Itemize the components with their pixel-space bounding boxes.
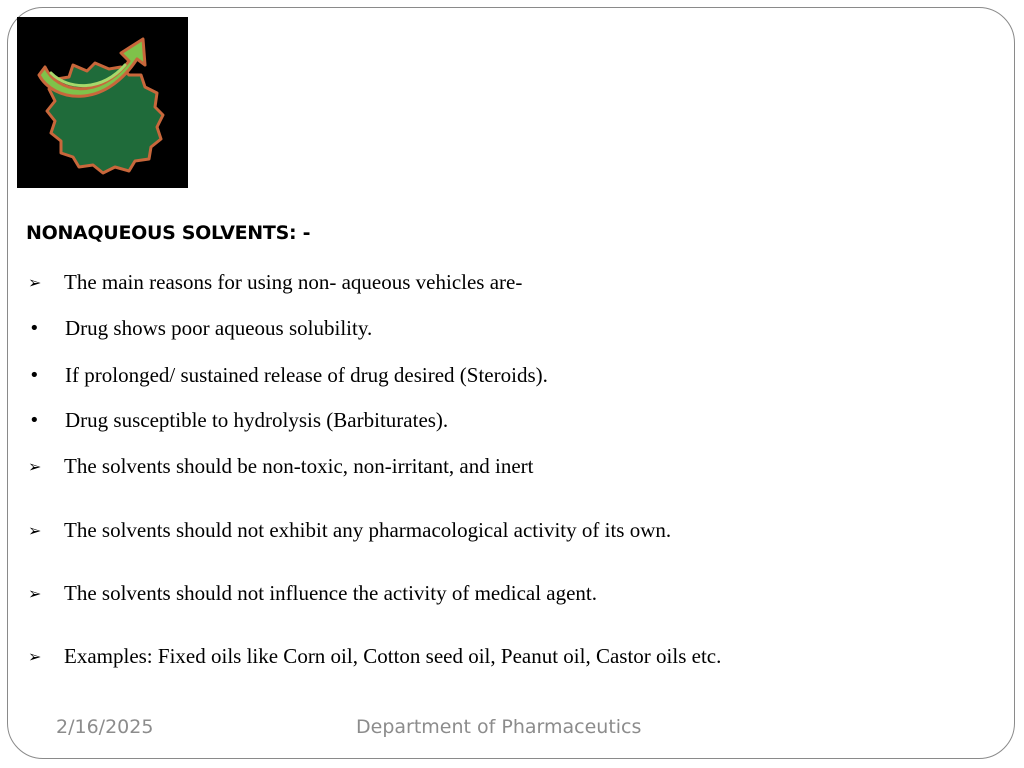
- bullet-text: Drug susceptible to hydrolysis (Barbiturates).: [65, 407, 449, 432]
- slide-heading: NONAQUEOUS SOLVENTS: -: [26, 222, 311, 244]
- arrow-bullet-icon: ➢: [28, 646, 42, 666]
- bullet-item: [28, 642, 721, 670]
- bullet-text: The main reasons for using non- aqueous vehicles are-: [64, 269, 523, 294]
- footer-date: 2/16/2025: [56, 716, 154, 738]
- bullet-text: Drug shows poor aqueous solubility.: [65, 315, 373, 340]
- bullet-item: [28, 314, 372, 342]
- arrow-bullet-icon: ➢: [28, 520, 42, 540]
- bullet-item: [28, 406, 448, 434]
- bullet-text: The solvents should not exhibit any pharmacological activity of its own.: [64, 517, 672, 542]
- bullet-text: If prolonged/ sustained release of drug desired (Steroids).: [65, 362, 548, 387]
- gear-arrow-logo-icon: [17, 17, 188, 188]
- bullet-item: [28, 361, 548, 389]
- bullet-text: The solvents should not influence the activity of medical agent.: [64, 580, 598, 605]
- dot-bullet-icon: •: [29, 409, 40, 431]
- bullet-text: Examples: Fixed oils like Corn oil, Cotton seed oil, Peanut oil, Castor oils etc.: [64, 643, 722, 668]
- dot-bullet-icon: •: [29, 364, 40, 386]
- arrow-bullet-icon: ➢: [28, 272, 42, 292]
- footer-department: Department of Pharmaceutics: [356, 716, 642, 738]
- arrow-bullet-icon: ➢: [28, 456, 42, 476]
- bullet-text: The solvents should be non-toxic, non-irritant, and inert: [64, 453, 534, 478]
- dot-bullet-icon: •: [29, 317, 40, 339]
- bullet-item: [28, 452, 534, 480]
- bullet-item: [28, 516, 671, 544]
- bullet-item: [28, 579, 597, 607]
- bullet-item: [28, 268, 522, 296]
- arrow-bullet-icon: ➢: [28, 583, 42, 603]
